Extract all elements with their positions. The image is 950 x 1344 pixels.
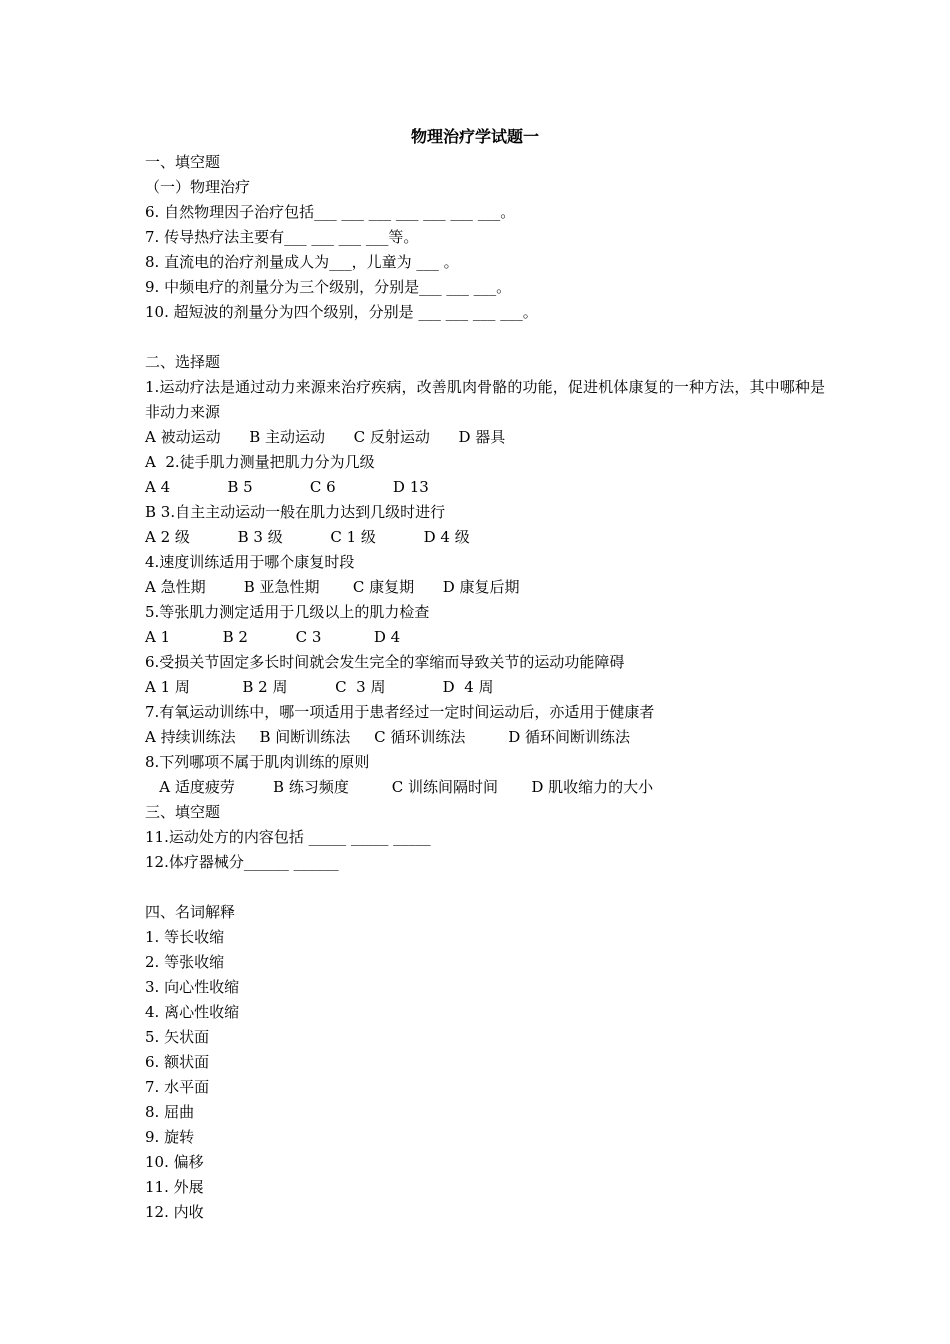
term-item: 6. 额状面: [145, 1053, 210, 1071]
fill-question: 9. 中频电疗的剂量分为三个级别，分别是___ ___ ___。: [145, 278, 512, 296]
choice-line: A 适度疲劳 B 练习频度 C 训练间隔时间 D 肌收缩力的大小: [145, 778, 654, 796]
term-item: 4. 离心性收缩: [145, 1003, 240, 1021]
section4-heading: 四、名词解释: [145, 903, 236, 921]
spacer: [145, 875, 825, 900]
term-item: 5. 矢状面: [145, 1028, 210, 1046]
choice-line: 4.速度训练适用于哪个康复时段: [145, 553, 355, 571]
section1-subheading: （一）物理治疗: [145, 178, 251, 196]
choice-line: 7.有氧运动训练中，哪一项适用于患者经过一定时间运动后，亦适用于健康者: [145, 703, 655, 721]
term-item: 9. 旋转: [145, 1128, 195, 1146]
choice-question-1: 1.运动疗法是通过动力来源来治疗疾病，改善肌肉骨骼的功能，促进机体康复的一种方法，其中哪种是非动力来源: [145, 378, 825, 421]
choice-line: B 3.自主主动运动一般在肌力达到几级时进行: [145, 503, 446, 521]
section2-heading: 二、选择题: [145, 353, 221, 371]
choice-line: A 持续训练法 B 间断训练法 C 循环训练法 D 循环间断训练法: [145, 728, 631, 746]
term-item: 11. 外展: [145, 1178, 204, 1196]
fill-question: 12.体疗器械分______ ______: [145, 853, 339, 871]
term-item: 3. 向心性收缩: [145, 978, 240, 996]
section1-heading: 一、填空题: [145, 153, 221, 171]
term-item: 8. 屈曲: [145, 1103, 195, 1121]
choice-line: 5.等张肌力测定适用于几级以上的肌力检查: [145, 603, 430, 621]
choice-line: A 4 B 5 C 6 D 13: [145, 478, 429, 496]
page-title: 物理治疗学试题一: [410, 127, 539, 146]
term-item: 2. 等张收缩: [145, 953, 225, 971]
choice-line: A 1 B 2 C 3 D 4: [145, 628, 401, 646]
fill-question: 10. 超短波的剂量分为四个级别，分别是 ___ ___ ___ ___。: [145, 303, 538, 321]
fill-question: 11.运动处方的内容包括 _____ _____ _____: [145, 828, 431, 846]
spacer: [145, 325, 825, 350]
document-page: [145, 124, 825, 1225]
section3-heading: 三、填空题: [145, 803, 221, 821]
term-item: 10. 偏移: [145, 1153, 204, 1171]
choice-line: A 被动运动 B 主动运动 C 反射运动 D 器具: [145, 428, 506, 446]
choice-line: 6.受损关节固定多长时间就会发生完全的挛缩而导致关节的运动功能障碍: [145, 653, 625, 671]
choice-line: A 2.徒手肌力测量把肌力分为几级: [145, 453, 375, 471]
choice-line: A 2 级 B 3 级 C 1 级 D 4 级: [145, 528, 470, 546]
choice-line: A 1 周 B 2 周 C 3 周 D 4 周: [145, 678, 494, 696]
choice-line: A 急性期 B 亚急性期 C 康复期 D 康复后期: [145, 578, 520, 596]
fill-question: 8. 直流电的治疗剂量成人为___，儿童为 ___ 。: [145, 253, 459, 271]
term-item: 12. 内收: [145, 1203, 204, 1221]
fill-question: 6. 自然物理因子治疗包括___ ___ ___ ___ ___ ___ ___。: [145, 203, 516, 221]
choice-line: 8.下列哪项不属于肌肉训练的原则: [145, 753, 370, 771]
term-item: 7. 水平面: [145, 1078, 210, 1096]
term-item: 1. 等长收缩: [145, 928, 225, 946]
fill-question: 7. 传导热疗法主要有___ ___ ___ ___等。: [145, 228, 419, 246]
